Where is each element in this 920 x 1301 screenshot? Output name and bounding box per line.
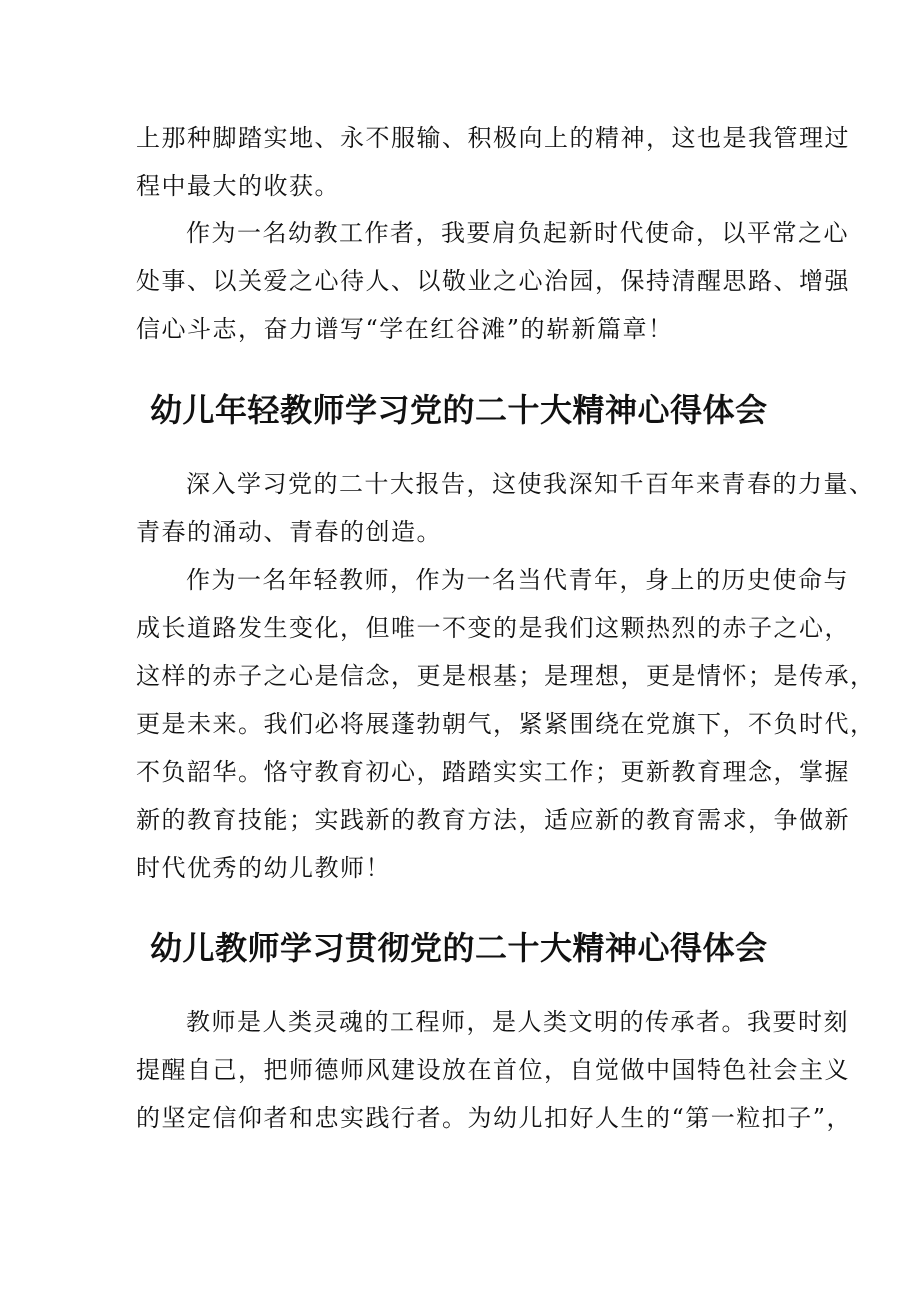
body-text-line: 作为一名年轻教师，作为一名当代青年，身上的历史使命与	[186, 566, 849, 594]
body-text-line: 信心斗志，奋力谱写“学在红谷滩”的崭新篇章！	[136, 315, 674, 343]
body-text-line: 上那种脚踏实地、永不服输、积极向上的精神，这也是我管理过	[136, 124, 850, 152]
body-text-line: 成长道路发生变化，但唯一不变的是我们这颗热烈的赤子之心，	[136, 614, 850, 642]
body-text-line: 更是未来。我们必将展蓬勃朝气，紧紧围绕在党旗下，不负时代，	[136, 710, 876, 738]
body-text-line: 提醒自己，把师德师风建设放在首位，自觉做中国特色社会主义	[136, 1056, 850, 1084]
body-text-line: 这样的赤子之心是信念，更是根基；是理想，更是情怀；是传承，	[136, 662, 876, 690]
body-text-line: 作为一名幼教工作者，我要肩负起新时代使命，以平常之心	[186, 219, 849, 247]
body-text-line: 青春的涌动、青春的创造。	[136, 518, 442, 546]
body-text-line: 新的教育技能；实践新的教育方法，适应新的教育需求，争做新	[136, 806, 850, 834]
body-text-line: 不负韶华。恪守教育初心，踏踏实实工作；更新教育理念，掌握	[136, 758, 850, 786]
body-text-line: 程中最大的收获。	[136, 172, 340, 200]
section-heading: 幼儿年轻教师学习党的二十大精神心得体会	[150, 391, 768, 429]
section-heading: 幼儿教师学习贯彻党的二十大精神心得体会	[150, 929, 768, 967]
body-text-line: 的坚定信仰者和忠实践行者。为幼儿扣好人生的“第一粒扣子”，	[136, 1104, 853, 1132]
body-text-line: 教师是人类灵魂的工程师，是人类文明的传承者。我要时刻	[186, 1008, 849, 1036]
body-text-line: 时代优秀的幼儿教师！	[136, 854, 391, 882]
body-text-line: 处事、以关爱之心待人、以敬业之心治园，保持清醒思路、增强	[136, 267, 850, 295]
body-text-line: 深入学习党的二十大报告，这使我深知千百年来青春的力量、	[186, 470, 875, 498]
